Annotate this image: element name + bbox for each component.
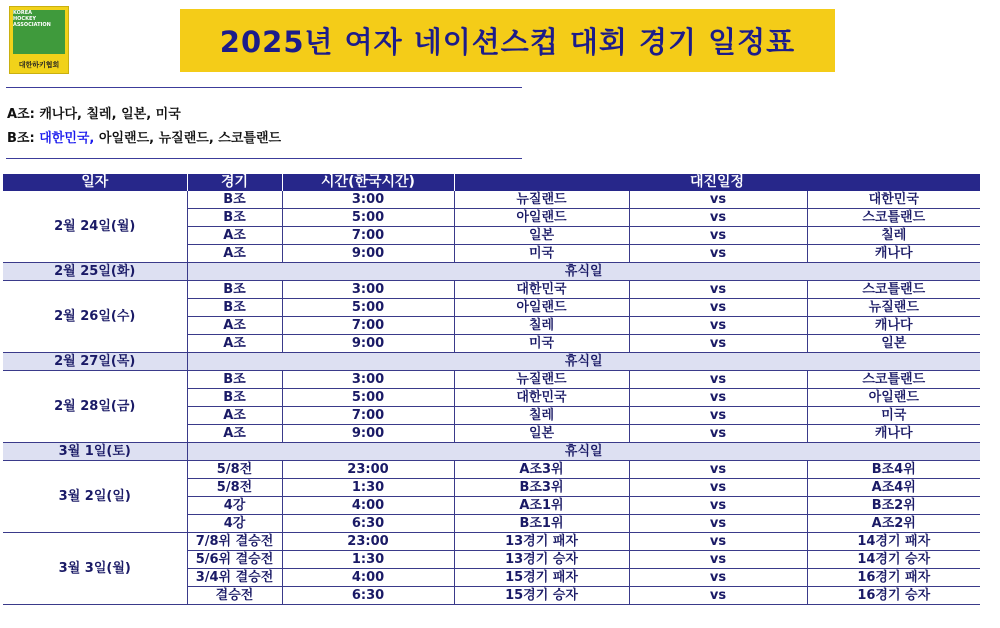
match-date: 2월 25일(화) [3,263,187,281]
match-time: 7:00 [282,407,454,425]
group-b-line [7,127,281,146]
match-group: A조 [187,425,282,443]
team-away: 14경기 승자 [807,551,980,569]
header-row [3,174,980,191]
match-date: 3월 2일(일) [3,461,187,533]
match-time: 3:00 [282,371,454,389]
vs-label: vs [629,245,807,263]
match-time: 9:00 [282,425,454,443]
association-logo [9,6,69,74]
team-away: 스코틀랜드 [807,371,980,389]
match-date: 2월 28일(금) [3,371,187,443]
rest-day-row [3,263,980,281]
team-away: 스코틀랜드 [807,281,980,299]
match-time: 4:00 [282,497,454,515]
team-away: B조2위 [807,497,980,515]
match-time: 4:00 [282,569,454,587]
match-time: 5:00 [282,389,454,407]
header-fixture: 대진일정 [454,174,980,191]
match-group: A조 [187,227,282,245]
match-row [3,191,980,209]
match-row [3,281,980,299]
team-away: 14경기 패자 [807,533,980,551]
team-away: 대한민국 [807,191,980,209]
match-group: A조 [187,317,282,335]
team-away: A조4위 [807,479,980,497]
team-away: 스코틀랜드 [807,209,980,227]
vs-label: vs [629,191,807,209]
vs-label: vs [629,371,807,389]
match-group: 3/4위 결승전 [187,569,282,587]
team-home: 뉴질랜드 [454,371,629,389]
match-group: B조 [187,299,282,317]
match-group: B조 [187,281,282,299]
vs-label: vs [629,587,807,605]
team-home: 아일랜드 [454,209,629,227]
vs-label: vs [629,299,807,317]
group-b-highlight: 대한민국, [39,131,95,146]
match-group: A조 [187,335,282,353]
team-away: 캐나다 [807,425,980,443]
header-date: 일자 [3,174,187,191]
match-row [3,461,980,479]
vs-label: vs [629,209,807,227]
title-banner [180,9,835,72]
team-home: 일본 [454,425,629,443]
logo-letter-1: KOREA [13,10,33,16]
match-time: 1:30 [282,479,454,497]
match-group: B조 [187,209,282,227]
group-b-teams: 아일랜드, 뉴질랜드, 스코틀랜드 [98,131,282,146]
match-row [3,533,980,551]
team-away: 미국 [807,407,980,425]
vs-label: vs [629,533,807,551]
group-a-line [7,103,181,122]
match-group: 5/8전 [187,479,282,497]
logo-letters [13,10,59,28]
team-away: 일본 [807,335,980,353]
group-b-label: B조: [7,131,35,146]
vs-label: vs [629,479,807,497]
team-home: 일본 [454,227,629,245]
logo-caption: 대한하키협회 [18,61,60,69]
match-time: 7:00 [282,317,454,335]
match-group: 7/8위 결승전 [187,533,282,551]
team-away: 캐나다 [807,245,980,263]
team-away: 뉴질랜드 [807,299,980,317]
logo-letter-2: HOCKEY [13,16,37,22]
team-home: 대한민국 [454,389,629,407]
vs-label: vs [629,227,807,245]
vs-label: vs [629,515,807,533]
team-home: 15경기 패자 [454,569,629,587]
schedule-table [3,174,981,605]
match-group: 5/8전 [187,461,282,479]
match-time: 3:00 [282,281,454,299]
rest-day-row [3,443,980,461]
team-home: A조1위 [454,497,629,515]
divider-top [6,87,522,88]
group-a-label: A조: [7,107,35,122]
team-away: 16경기 승자 [807,587,980,605]
match-time: 6:30 [282,515,454,533]
match-group: A조 [187,407,282,425]
match-time: 23:00 [282,461,454,479]
team-home: B조1위 [454,515,629,533]
team-home: A조3위 [454,461,629,479]
vs-label: vs [629,569,807,587]
match-date: 2월 26일(수) [3,281,187,353]
team-away: A조2위 [807,515,980,533]
match-group: 결승전 [187,587,282,605]
match-date: 2월 27일(목) [3,353,187,371]
match-time: 6:30 [282,587,454,605]
rest-day-label: 휴식일 [187,443,980,461]
match-group: B조 [187,371,282,389]
match-date: 2월 24일(월) [3,191,187,263]
vs-label: vs [629,389,807,407]
match-time: 5:00 [282,299,454,317]
team-away: 16경기 패자 [807,569,980,587]
divider-bottom [6,158,522,159]
match-group: B조 [187,191,282,209]
team-away: 캐나다 [807,317,980,335]
match-group: A조 [187,245,282,263]
match-date: 3월 1일(토) [3,443,187,461]
match-group: 4강 [187,515,282,533]
rest-day-label: 휴식일 [187,263,980,281]
match-time: 23:00 [282,533,454,551]
team-home: 뉴질랜드 [454,191,629,209]
match-time: 5:00 [282,209,454,227]
team-away: 아일랜드 [807,389,980,407]
logo-letter-3: ASSOCIATION [13,22,51,28]
match-time: 9:00 [282,335,454,353]
vs-label: vs [629,551,807,569]
team-home: 미국 [454,245,629,263]
match-time: 7:00 [282,227,454,245]
team-home: 칠레 [454,407,629,425]
rest-day-row [3,353,980,371]
vs-label: vs [629,497,807,515]
vs-label: vs [629,317,807,335]
vs-label: vs [629,425,807,443]
match-row [3,371,980,389]
team-home: 13경기 패자 [454,533,629,551]
page-title: 2025년 여자 네이션스컵 대회 경기 일정표 [219,25,796,59]
team-away: 칠레 [807,227,980,245]
team-home: 13경기 승자 [454,551,629,569]
match-group: B조 [187,389,282,407]
match-group: 4강 [187,497,282,515]
team-home: 15경기 승자 [454,587,629,605]
match-group: 5/6위 결승전 [187,551,282,569]
team-home: 대한민국 [454,281,629,299]
team-home: 아일랜드 [454,299,629,317]
header-match: 경기 [187,174,282,191]
match-date: 3월 3일(월) [3,533,187,605]
team-home: 칠레 [454,317,629,335]
vs-label: vs [629,407,807,425]
vs-label: vs [629,461,807,479]
team-home: B조3위 [454,479,629,497]
vs-label: vs [629,335,807,353]
match-time: 1:30 [282,551,454,569]
header-time: 시간(한국시간) [282,174,454,191]
rest-day-label: 휴식일 [187,353,980,371]
team-home: 미국 [454,335,629,353]
group-a-teams: 캐나다, 칠레, 일본, 미국 [39,107,181,122]
vs-label: vs [629,281,807,299]
match-time: 9:00 [282,245,454,263]
match-time: 3:00 [282,191,454,209]
team-away: B조4위 [807,461,980,479]
